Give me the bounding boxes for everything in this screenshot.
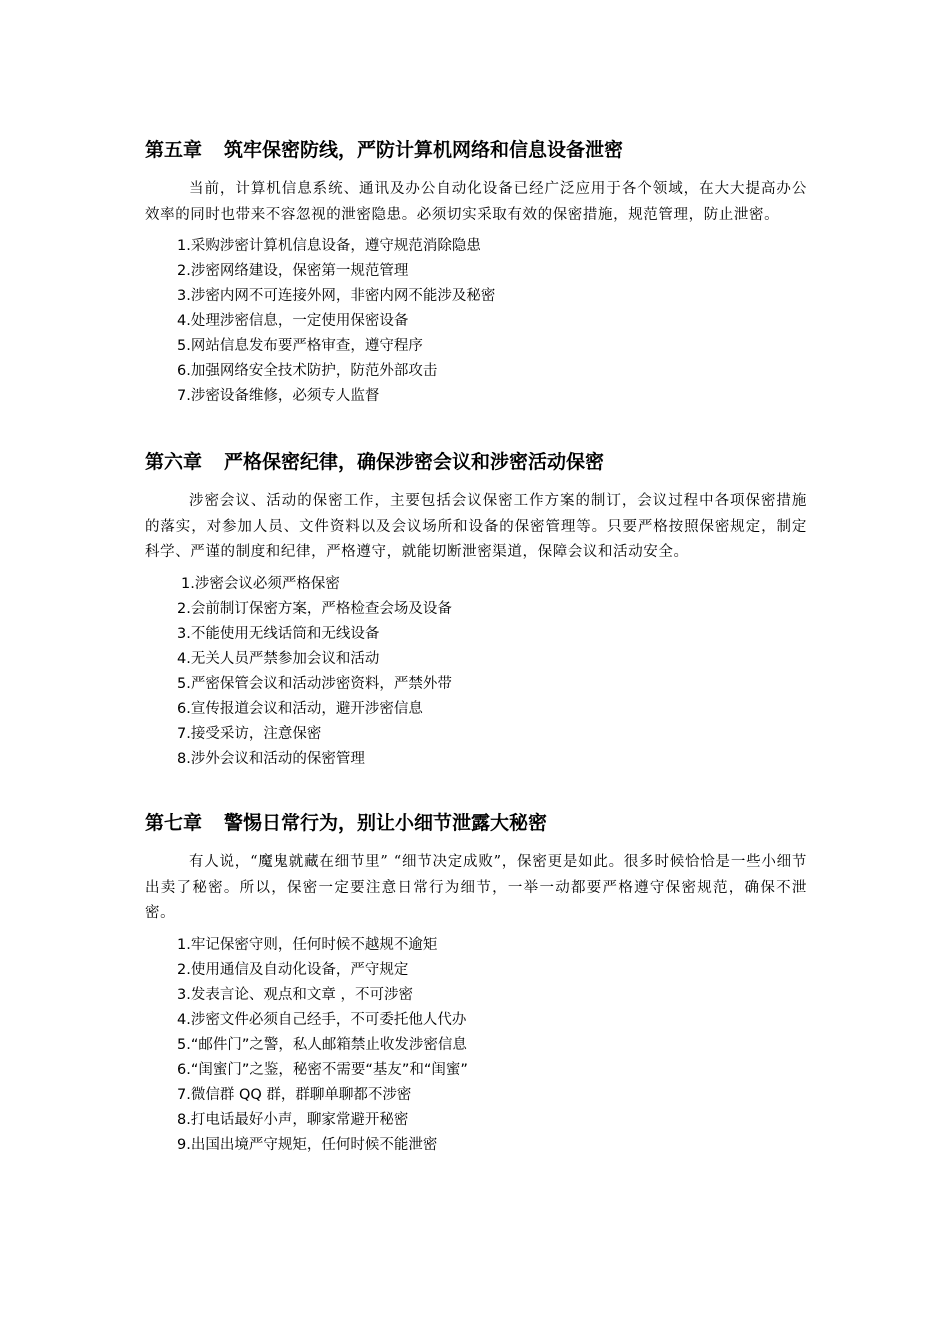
rule-item: 5.“邮件门”之警，私人邮箱禁止收发涉密信息 — [177, 1036, 467, 1053]
chapter-intro-paragraph: 涉密会议、活动的保密工作，主要包括会议保密工作方案的制订，会议过程中各项保密措施的落实，对参加人员、文件资料以及会议场所和设备的保密管理等。只要严格按照保密规定，制定科学、严谨的制度和纪律，严格遵守，就能切断泄密渠道，保障会议和活动安全。 — [145, 493, 807, 560]
chapter-heading: 筑牢保密防线，严防计算机网络和信息设备泄密 — [224, 139, 624, 161]
chapter-title — [145, 810, 815, 836]
rule-item: 9.出国出境严守规矩，任何时候不能泄密 — [177, 1136, 438, 1153]
rule-item: 5.网站信息发布要严格审查，遵守程序 — [177, 338, 423, 354]
rule-item: 1.涉密会议必须严格保密 — [181, 575, 340, 592]
rule-item: 6.加强网络安全技术防护，防范外部攻击 — [177, 363, 438, 379]
rule-item: 4.无关人员严禁参加会议和活动 — [177, 650, 380, 667]
chapter-intro-paragraph: 有人说，“魔鬼就藏在细节里” “细节决定成败”，保密更是如此。很多时候恰恰是一些小细节出卖了秘密。所以，保密一定要注意日常行为细节，一举一动都要严格遵守保密规范，确保不泄密。 — [145, 854, 807, 921]
chapter-heading: 严格保密纪律，确保涉密会议和涉密活动保密 — [224, 451, 605, 473]
chapter-number: 第七章 — [145, 812, 203, 834]
rule-item: 8.涉外会议和活动的保密管理 — [177, 750, 365, 767]
rule-list — [177, 572, 815, 772]
chapter-intro-paragraph: 当前，计算机信息系统、通讯及办公自动化设备已经广泛应用于各个领域，在大大提高办公效率的同时也带来不容忽视的泄密隐患。必须切实采取有效的保密措施，规范管理，防止泄密。 — [145, 181, 807, 223]
rule-item: 4.处理涉密信息，一定使用保密设备 — [177, 313, 409, 329]
rule-item: 2.涉密网络建设，保密第一规范管理 — [177, 263, 409, 279]
chapter-heading: 警惕日常行为，别让小细节泄露大秘密 — [224, 812, 548, 834]
rule-item: 2.会前制订保密方案，严格检查会场及设备 — [177, 600, 452, 617]
rule-item: 2.使用通信及自动化设备，严守规定 — [177, 961, 409, 978]
rule-item: 3.不能使用无线话筒和无线设备 — [177, 625, 380, 642]
chapter-number: 第五章 — [145, 139, 203, 161]
rule-item: 7.涉密设备维修，必须专人监督 — [177, 388, 380, 404]
chapter-title — [145, 449, 815, 475]
rule-item: 4.涉密文件必须自己经手，不可委托他人代办 — [177, 1011, 467, 1028]
rule-list — [177, 933, 815, 1158]
chapter-7 — [145, 810, 815, 1158]
rule-item: 1.采购涉密计算机信息设备，遵守规范消除隐患 — [177, 238, 481, 254]
rule-item: 7.接受采访，注意保密 — [177, 725, 322, 742]
rule-item: 7.微信群 QQ 群，群聊单聊都不涉密 — [177, 1086, 412, 1103]
rule-item: 3.涉密内网不可连接外网，非密内网不能涉及秘密 — [177, 288, 496, 304]
chapter-6 — [145, 449, 815, 772]
rule-item: 1.牢记保密守则，任何时候不越规不逾矩 — [177, 936, 438, 953]
rule-item: 5.严密保管会议和活动涉密资料，严禁外带 — [177, 675, 452, 692]
rule-item: 3.发表言论、观点和文章 ，不可涉密 — [177, 986, 413, 1003]
chapter-title — [145, 137, 815, 163]
chapter-5 — [145, 137, 815, 409]
rule-item: 8.打电话最好小声，聊家常避开秘密 — [177, 1111, 409, 1128]
rule-item: 6.“闺蜜门”之鉴，秘密不需要“基友”和“闺蜜” — [177, 1061, 468, 1078]
rule-list — [177, 234, 815, 409]
rule-item: 6.宣传报道会议和活动，避开涉密信息 — [177, 700, 423, 717]
chapter-number: 第六章 — [145, 451, 203, 473]
